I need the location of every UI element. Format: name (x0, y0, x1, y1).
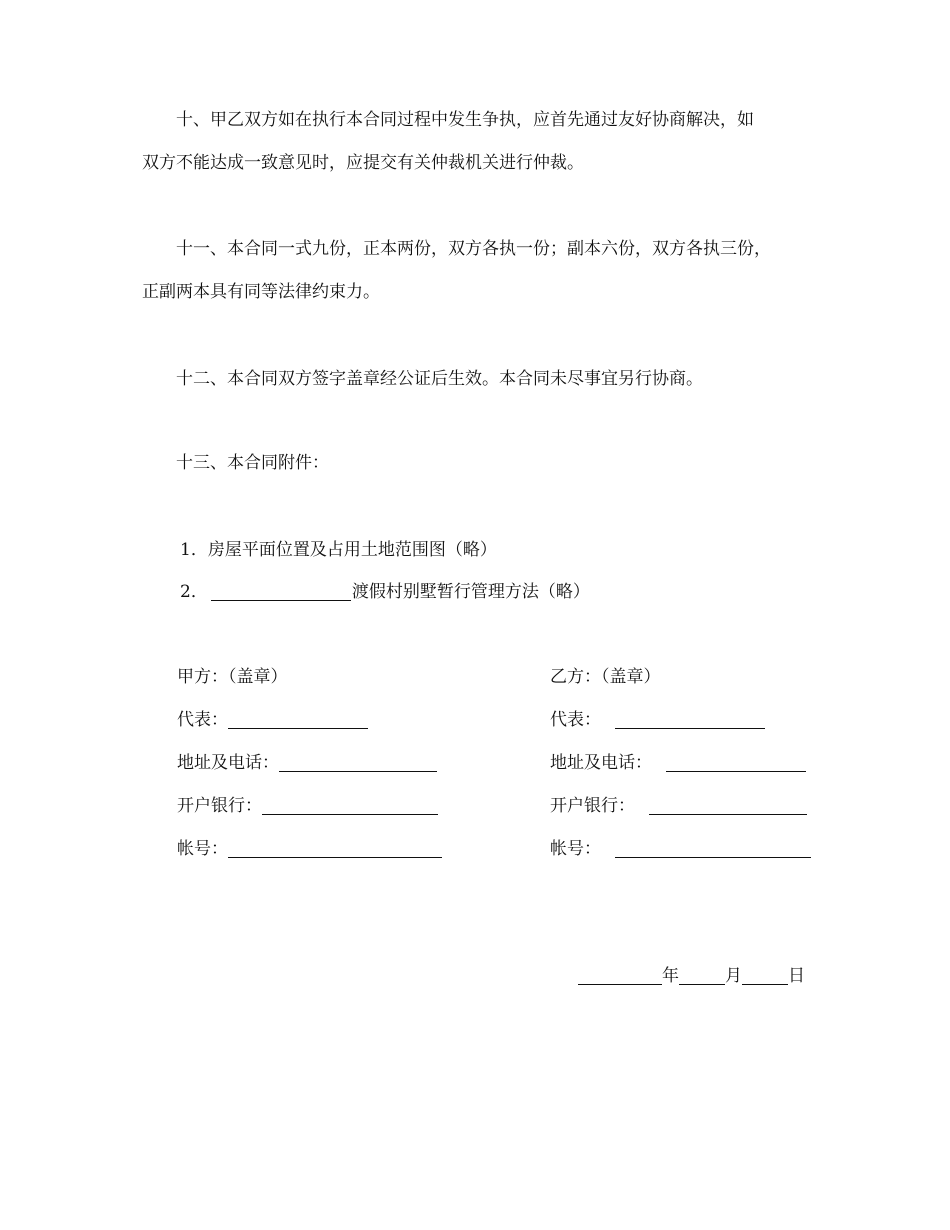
party-a-rep-row (177, 708, 368, 732)
attachment-item-2 (180, 580, 590, 604)
clause-12 (142, 358, 822, 401)
party-a-address-row (177, 751, 437, 775)
party-b-rep-row (550, 708, 765, 732)
clause-10-line-1: 十、甲乙双方如在执行本合同过程中发生争执，应首先通过友好协商解决，如 (176, 110, 754, 130)
clause-12-line-1: 十二、本合同双方签字盖章经公证后生效。本合同未尽事宜另行协商。 (176, 369, 703, 389)
attachment-1-number: 1． (180, 540, 208, 560)
party-a-title: 甲方：（盖章） (177, 667, 288, 687)
party-a-rep-label: 代表： (177, 710, 228, 730)
party-b-account-blank[interactable] (615, 839, 811, 858)
attachment-1-text: 房屋平面位置及占用土地范围图（略） (207, 540, 497, 560)
party-a-bank-blank[interactable] (262, 796, 438, 815)
date-month-blank[interactable] (679, 966, 725, 985)
date-day-label: 日 (788, 966, 805, 986)
date-year-blank[interactable] (578, 966, 662, 985)
party-b-bank-row (550, 794, 807, 818)
attachment-2-blank[interactable] (211, 582, 351, 601)
party-a-bank-label: 开户银行： (177, 796, 262, 816)
party-b-account-row (550, 837, 811, 861)
signing-date (578, 964, 805, 988)
party-a-account-blank[interactable] (228, 839, 442, 858)
party-b-title: 乙方：（盖章） (550, 667, 661, 687)
date-month-label: 月 (725, 966, 742, 986)
date-year-label: 年 (662, 966, 679, 986)
clause-11 (142, 228, 822, 314)
date-day-blank[interactable] (742, 966, 788, 985)
party-b-rep-label: 代表： (550, 710, 601, 730)
party-a-rep-blank[interactable] (228, 710, 368, 729)
attachment-item-1 (180, 538, 497, 562)
party-a-address-blank[interactable] (279, 753, 437, 772)
clause-13 (142, 442, 822, 485)
party-b-address-row (550, 751, 806, 775)
party-a-account-label: 帐号： (177, 839, 228, 859)
party-b-bank-blank[interactable] (649, 796, 807, 815)
clause-11-line-1: 十一、本合同一式九份，正本两份，双方各执一份；副本六份，双方各执三份， (176, 239, 771, 259)
party-b-bank-label: 开户银行： (550, 796, 635, 816)
party-b-address-label: 地址及电话： (550, 753, 652, 773)
clause-11-line-2: 正副两本具有同等法律约束力。 (142, 282, 380, 302)
clause-13-line-1: 十三、本合同附件： (176, 453, 329, 473)
party-b-address-blank[interactable] (666, 753, 806, 772)
attachment-2-number: 2． (180, 582, 208, 602)
party-a-bank-row (177, 794, 438, 818)
party-a-account-row (177, 837, 442, 861)
attachment-2-text: 渡假村别墅暂行管理方法（略） (351, 582, 590, 602)
party-b-rep-blank[interactable] (615, 710, 765, 729)
party-b-account-label: 帐号： (550, 839, 601, 859)
clause-10-line-2: 双方不能达成一致意见时，应提交有关仲裁机关进行仲裁。 (142, 153, 584, 173)
party-a-address-label: 地址及电话： (177, 753, 279, 773)
clause-10 (142, 99, 822, 185)
